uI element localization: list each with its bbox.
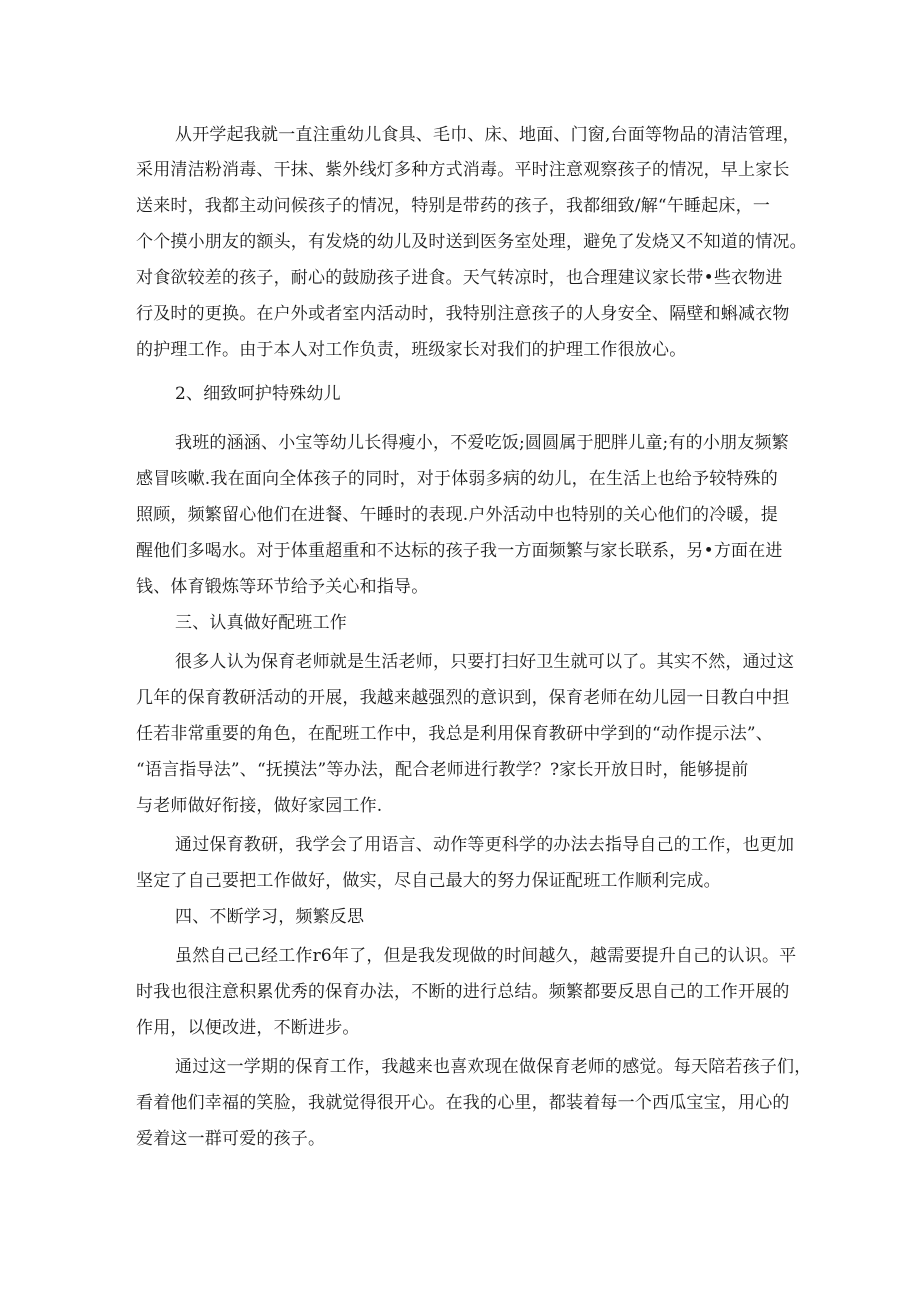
paragraph-1-line-4: 个个摸小朋友的额头，有发烧的幼儿及时送到医务室处理，避免了发烧又不知道的情况。 (136, 232, 807, 252)
paragraph-1-line-7: 的护理工作。由于本人对工作负责，班级家长对我们的护理工作很放心。 (136, 340, 687, 360)
paragraph-6-line-1: 通过这一学期的保育工作，我越来也喜欢现在做保育老师的感觉。每天陪若孩子们， (175, 1057, 812, 1077)
paragraph-6-line-3: 爱着这一群可爱的孩子。 (136, 1129, 326, 1149)
paragraph-3-line-2: 几年的保育教研活动的开展，我越来越强烈的意识到，保育老师在幼儿园一日教白中担 (136, 688, 790, 708)
paragraph-5-line-3: 作用，以便改进，不断进步。 (136, 1018, 360, 1038)
paragraph-4-line-1: 通过保育教研，我学会了用语言、动作等更科学的办法去指导自己的工作，也更加 (175, 835, 795, 855)
paragraph-3-line-5: 与老师做好衔接，做好家园工作. (136, 796, 383, 816)
paragraph-1-line-5: 对食欲较差的孩子，耐心的鼓励孩子进食。天气转凉时，也合理建议家长带•些衣物进 (136, 268, 783, 288)
paragraph-4-line-2: 坚定了自己要把工作做好，做实，尽自己最大的努力保证配班工作顺利完成。 (136, 871, 721, 891)
paragraph-2-line-2: 感冒咳嗽.我在面向全体孩子的同时，对于体弱多病的幼儿，在生活上也给予较特殊的 (136, 469, 779, 489)
paragraph-5-line-1: 虽然自己己经工作r6年了，但是我发现做的时间越久，越需要提升自己的认识。平 (175, 946, 797, 966)
paragraph-1-line-6: 行及时的更换。在户外或者室内活动时，我特别注意孩子的人身安全、隔壁和蝌减衣物 (136, 304, 790, 324)
paragraph-3-line-3: 任若非常重要的角色，在配班工作中，我总是利用保育教研中学到的“动作提示法”、 (136, 724, 773, 744)
paragraph-6-line-2: 看着他们幸福的笑脸，我就觉得很开心。在我的心里，都装着每一个西瓜宝宝，用心的 (136, 1093, 790, 1113)
section-heading-learning: 四、不断学习，频繁反思 (175, 907, 365, 927)
paragraph-2-line-4: 醒他们多喝水。对于体重超重和不达标的孩子我一方面频繁与家长联系，另•方面在进 (136, 541, 783, 561)
paragraph-2-line-5: 钱、体育锻炼等环节给予关心和指导。 (136, 577, 429, 597)
paragraph-2-line-1: 我班的涵涵、小宝等幼儿长得瘦小，不爱吃饭;圆圆属于肥胖儿童;有的小朋友频繁 (175, 433, 789, 453)
paragraph-2-line-3: 照顾，频繁留心他们在进餐、午睡时的表现.户外活动中也特别的关心他们的冷暖，提 (136, 505, 779, 525)
paragraph-1-line-2: 采用清洁粉消毒、干抹、紫外线灯多种方式消毒。平时注意观察孩子的情况，早上家长 (136, 160, 790, 180)
paragraph-1-line-1: 从开学起我就一直注重幼儿食具、毛巾、床、地面、门窗,台面等物品的清洁管理， (175, 125, 800, 145)
paragraph-3-line-1: 很多人认为保育老师就是生活老师，只要打扫好卫生就可以了。其实不然，通过这 (175, 652, 795, 672)
paragraph-3-line-4: “语言指导法”、“抚摸法”等办法，配合老师进行教学？?家长开放日时，能够提前 (136, 760, 749, 780)
section-heading-class-work: 三、认真做好配班工作 (175, 613, 347, 633)
section-heading-special-care: 2、细致呵护特殊幼儿 (175, 384, 341, 404)
paragraph-5-line-2: 时我也很注意积累优秀的保育办法，不断的进行总结。频繁都要反思自己的工作开展的 (136, 982, 790, 1002)
paragraph-1-line-3: 送来时，我都主动问候孩子的情况，特别是带药的孩子，我都细致/解“午睡起床，一 (136, 196, 771, 216)
